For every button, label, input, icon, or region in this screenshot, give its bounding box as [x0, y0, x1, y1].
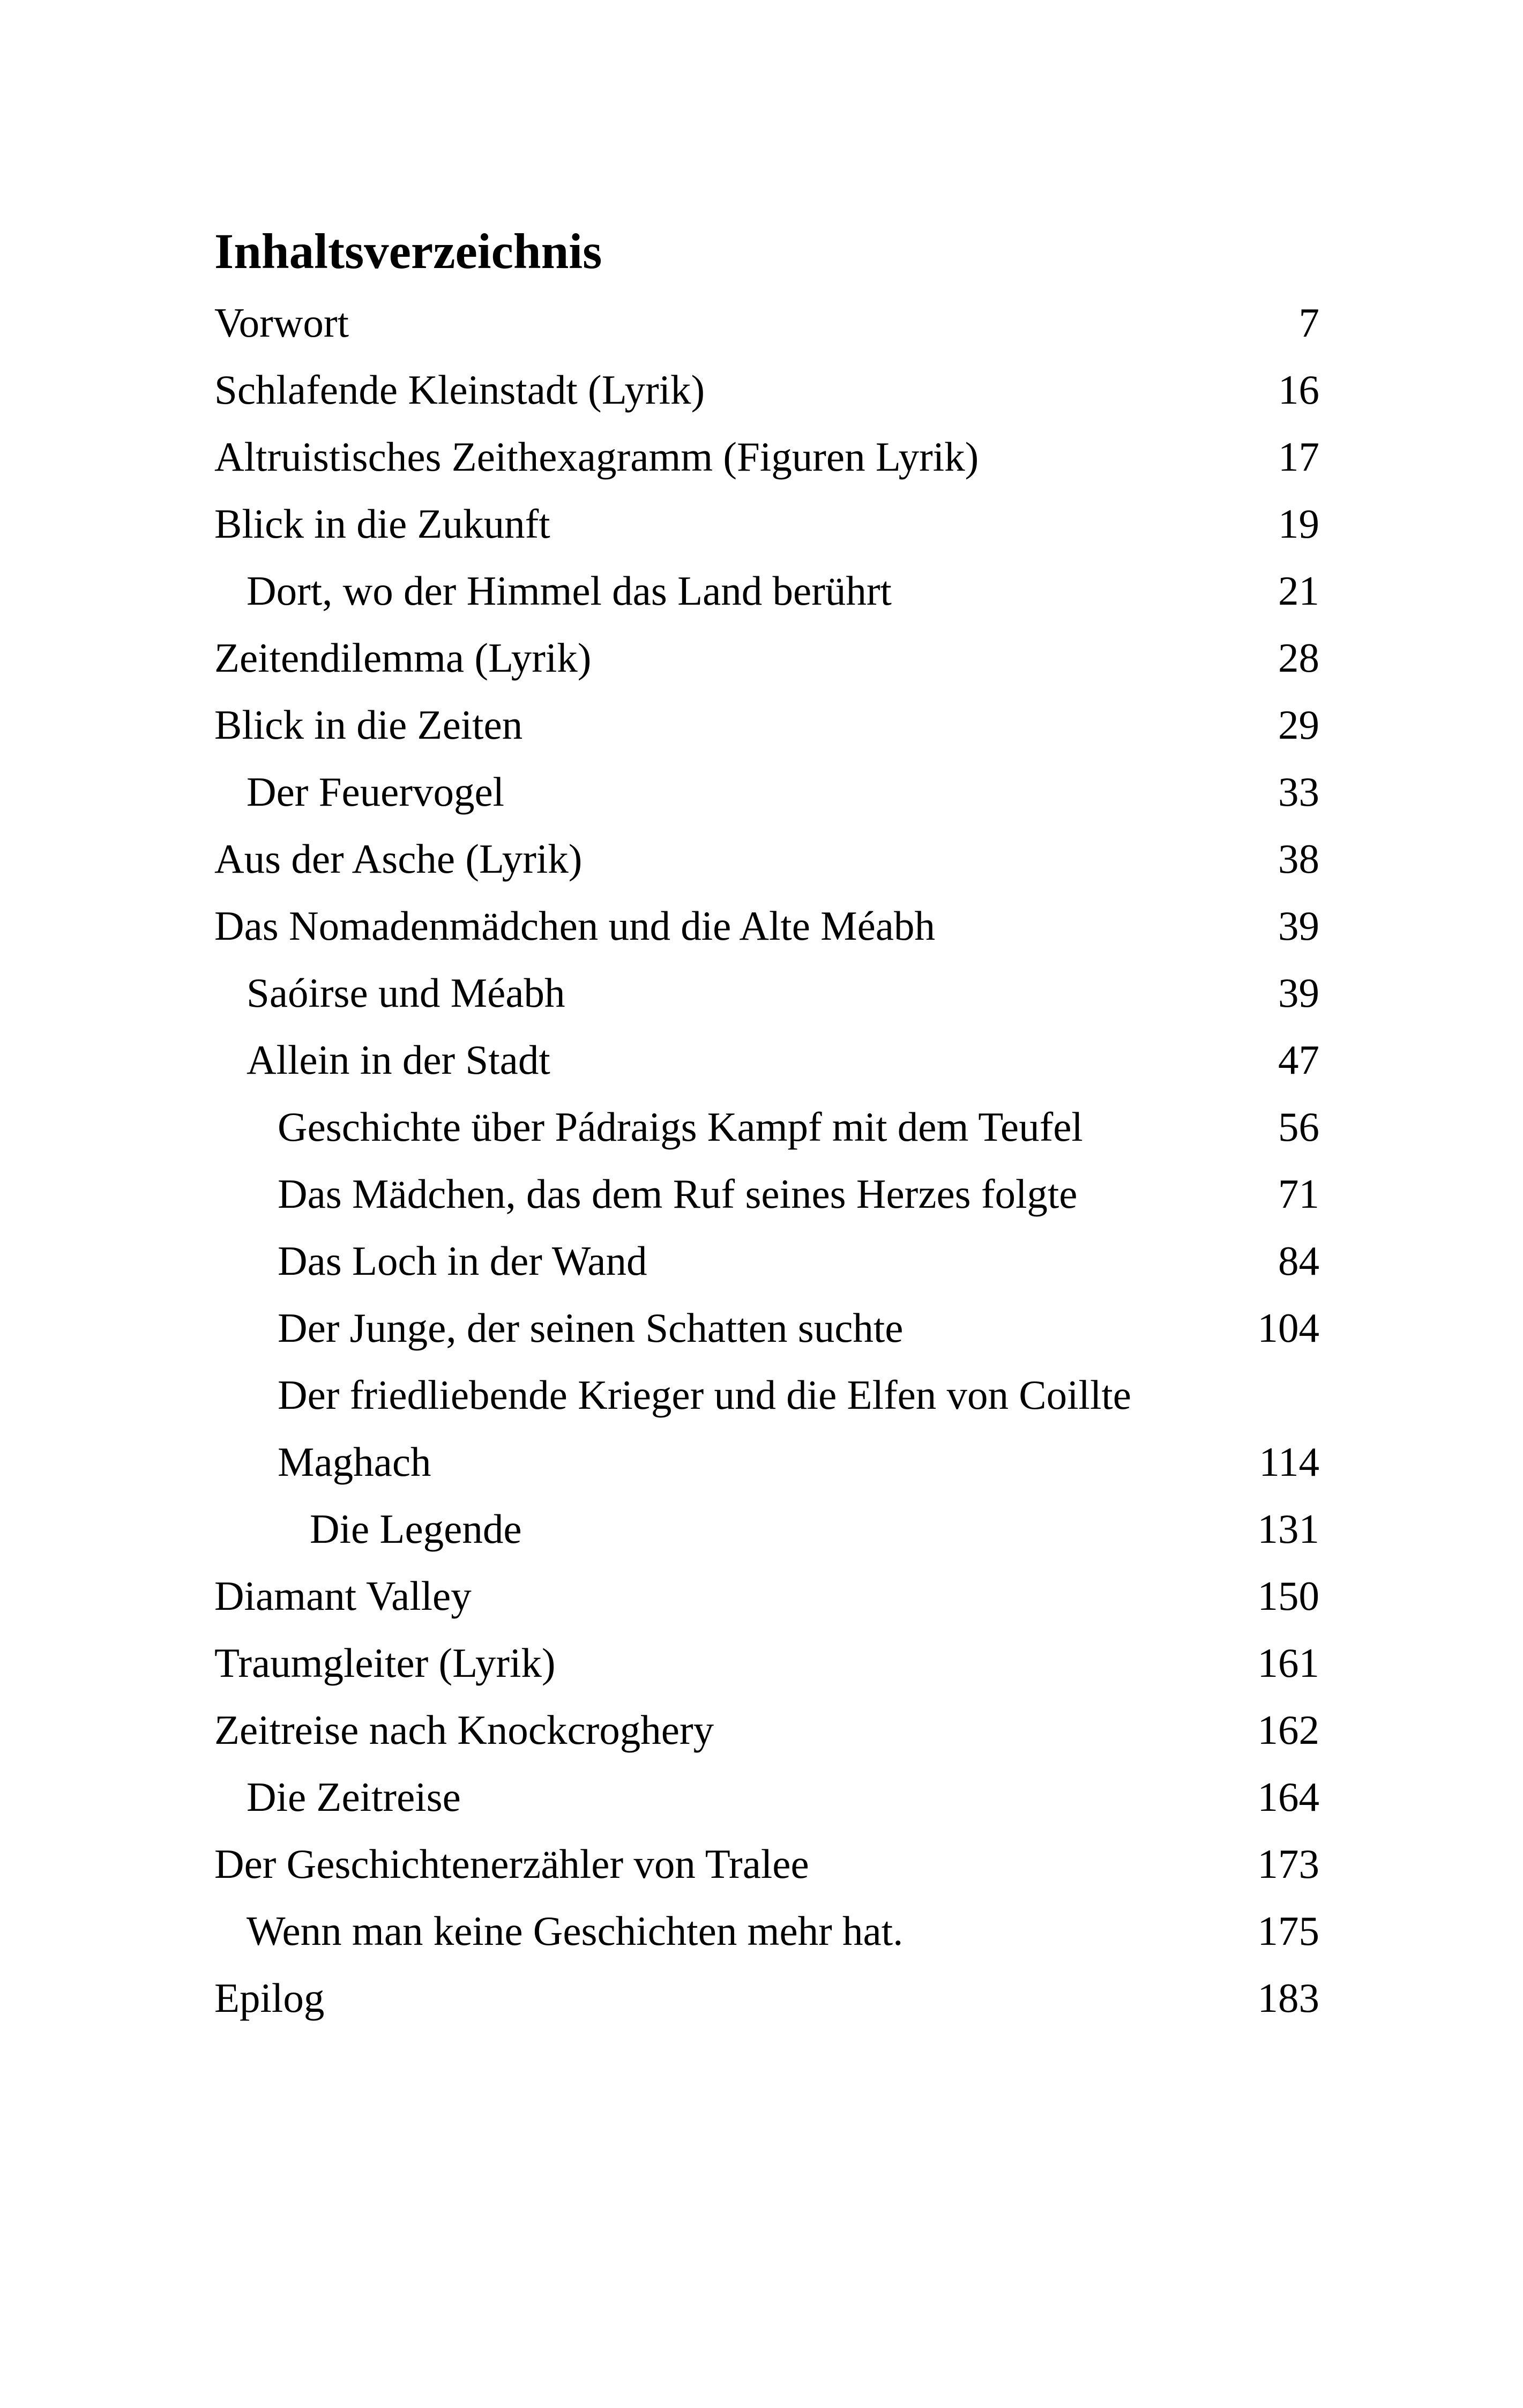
toc-entry-title: Blick in die Zeiten: [214, 702, 523, 748]
toc-entry: [214, 826, 1319, 893]
toc-entry-title: Das Loch in der Wand: [278, 1238, 647, 1284]
toc-entry-page: 173: [1257, 1841, 1319, 1887]
toc-entry: [214, 1898, 1319, 1965]
toc-entry-page: 162: [1257, 1707, 1319, 1753]
toc-entry-title: Dort, wo der Himmel das Land berührt: [247, 568, 892, 614]
toc-entry-title: Diamant Valley: [214, 1573, 472, 1619]
toc-entry-title: Der Geschichtenerzähler von Tralee: [214, 1841, 809, 1887]
toc-entry-page: 33: [1278, 769, 1319, 815]
toc-entry-title: Vorwort: [214, 300, 349, 346]
toc-entry-title: Schlafende Kleinstadt (Lyrik): [214, 367, 705, 413]
toc-entry: [214, 1563, 1319, 1630]
toc-entry: [214, 1362, 1319, 1496]
toc-list: [214, 289, 1319, 2032]
toc-entry-page: 161: [1257, 1640, 1319, 1686]
toc-entry: [214, 893, 1319, 960]
toc-entry-page: 7: [1298, 300, 1319, 346]
toc-entry-title: Altruistisches Zeithexagramm (Figuren Lyrik): [214, 434, 979, 480]
toc-entry: [214, 289, 1319, 356]
toc-entry: [214, 1027, 1319, 1094]
toc-entry: [214, 1630, 1319, 1697]
toc-entry-page: 175: [1257, 1908, 1319, 1954]
toc-entry: [214, 558, 1319, 625]
toc-entry-title: Die Zeitreise: [247, 1774, 461, 1820]
toc-entry-title: Das Nomadenmädchen und die Alte Méabh: [214, 903, 935, 949]
toc-entry: [214, 1094, 1319, 1161]
toc-entry: [214, 1697, 1319, 1764]
toc-entry-page: 150: [1257, 1573, 1319, 1619]
toc-entry-page: 56: [1278, 1104, 1319, 1150]
toc-entry-title: [278, 1362, 1131, 1496]
toc-entry-page: 39: [1278, 970, 1319, 1016]
toc-entry: [214, 692, 1319, 759]
toc-entry-title: Zeitreise nach Knockcroghery: [214, 1707, 714, 1753]
toc-entry-title: Wenn man keine Geschichten mehr hat.: [247, 1908, 904, 1954]
toc-entry-title-line-1: Der friedliebende Krieger und die Elfen von Coillte: [278, 1372, 1131, 1418]
toc-entry-title: Epilog: [214, 1975, 325, 2021]
toc-entry: [214, 1228, 1319, 1295]
toc-entry-title: Saóirse und Méabh: [247, 970, 565, 1016]
toc-entry-page: 16: [1278, 367, 1319, 413]
toc-entry-page: 39: [1278, 903, 1319, 949]
toc-entry: [214, 960, 1319, 1027]
toc-entry: [214, 423, 1319, 490]
toc-entry-page: 28: [1278, 635, 1319, 681]
toc-entry: [214, 625, 1319, 692]
toc-entry-title: Zeitendilemma (Lyrik): [214, 635, 592, 681]
toc-entry-page: 131: [1257, 1506, 1319, 1552]
toc-entry: [214, 1496, 1319, 1563]
toc-entry: [214, 1764, 1319, 1831]
toc-entry: [214, 1831, 1319, 1898]
toc-entry-title: Aus der Asche (Lyrik): [214, 836, 583, 882]
toc-entry-title: Allein in der Stadt: [247, 1037, 550, 1083]
toc-entry-page: 21: [1278, 568, 1319, 614]
toc-entry-page: 17: [1278, 434, 1319, 480]
toc-entry-title: Der Feuervogel: [247, 769, 505, 815]
toc-entry-page: 47: [1278, 1037, 1319, 1083]
toc-entry-title: Traumgleiter (Lyrik): [214, 1640, 556, 1686]
toc-entry-title: Blick in die Zukunft: [214, 501, 550, 547]
toc-entry-title: Das Mädchen, das dem Ruf seines Herzes folgte: [278, 1171, 1078, 1217]
toc-entry-page: 38: [1278, 836, 1319, 882]
toc-entry: [214, 356, 1319, 423]
toc-entry-title-line-2: Maghach: [278, 1439, 431, 1485]
toc-entry: [214, 1295, 1319, 1362]
toc-entry: [214, 759, 1319, 826]
toc-entry-page: 164: [1257, 1774, 1319, 1820]
toc-entry-page: 29: [1278, 702, 1319, 748]
toc-entry-page: 19: [1278, 501, 1319, 547]
toc-entry-title: Geschichte über Pádraigs Kampf mit dem Teufel: [278, 1104, 1083, 1150]
toc-entry-title: Die Legende: [310, 1506, 522, 1552]
toc-entry-page: 183: [1257, 1975, 1319, 2021]
toc-entry-page: 114: [1259, 1439, 1319, 1485]
toc-entry-page: 104: [1257, 1305, 1319, 1351]
toc-entry: [214, 490, 1319, 558]
toc-entry: [214, 1965, 1319, 2032]
toc-entry: [214, 1161, 1319, 1228]
toc-heading: Inhaltsverzeichnis: [214, 224, 602, 279]
toc-entry-page: 71: [1278, 1171, 1319, 1217]
toc-entry-title: Der Junge, der seinen Schatten suchte: [278, 1305, 904, 1351]
toc-entry-page: 84: [1278, 1238, 1319, 1284]
